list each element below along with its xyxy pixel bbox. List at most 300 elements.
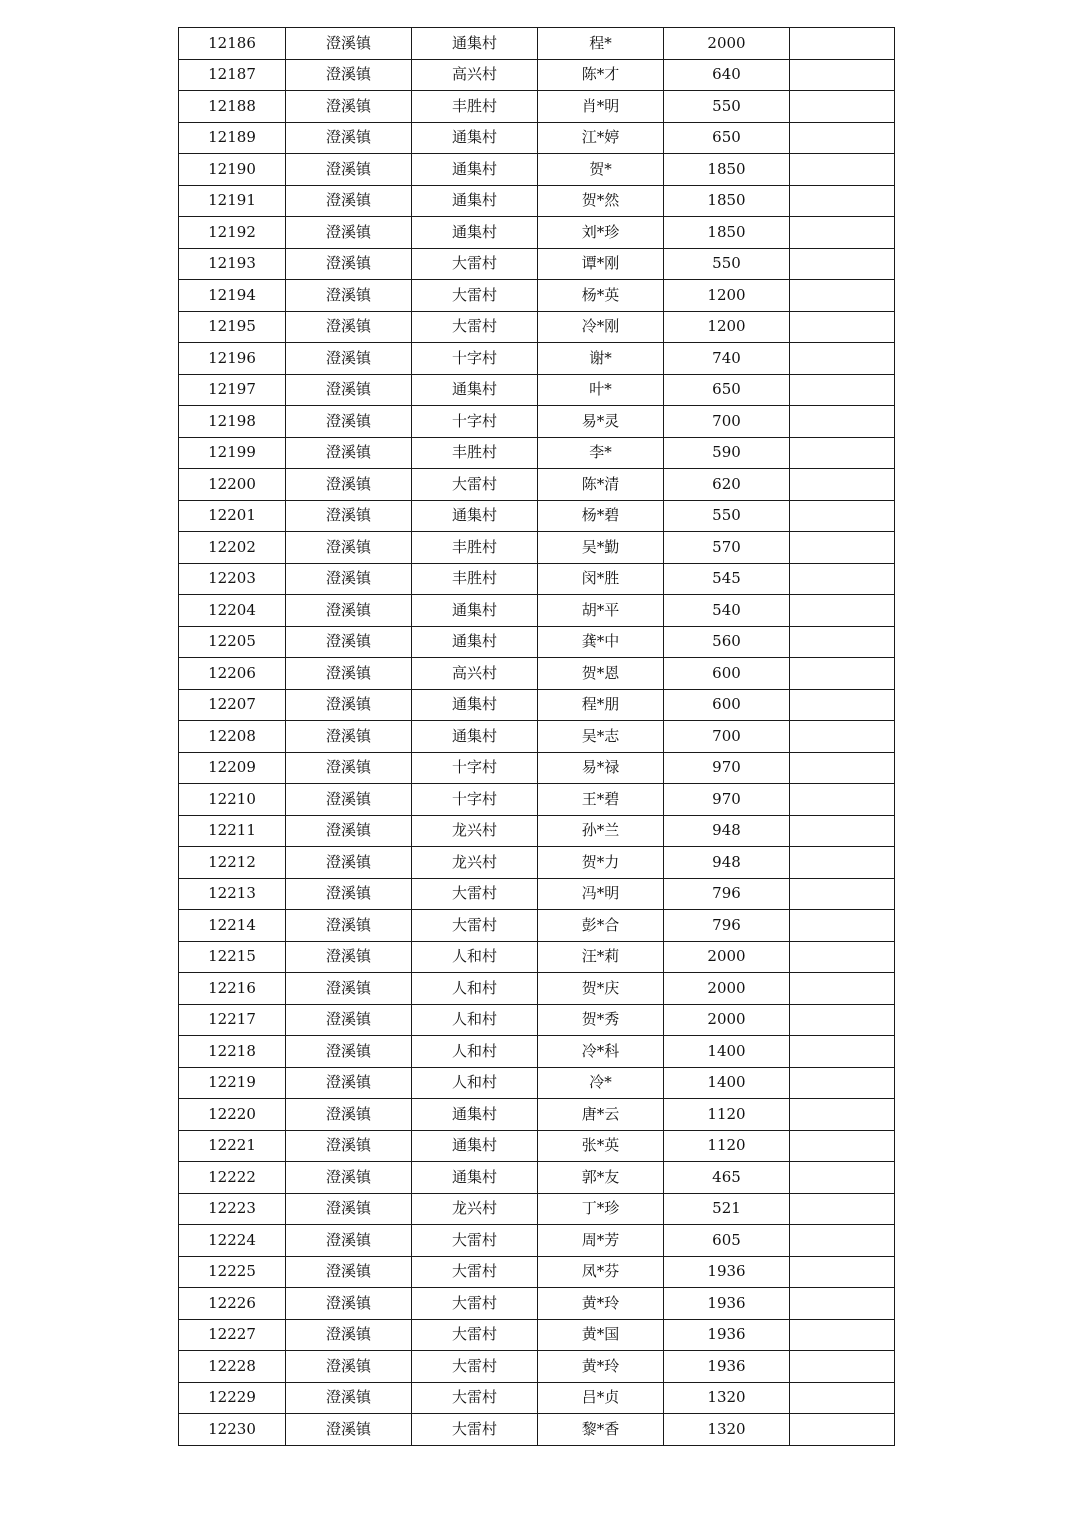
- serial-number-cell: 12202: [179, 532, 286, 564]
- amount-cell: 1936: [664, 1319, 790, 1351]
- village-cell: 大雷村: [412, 1414, 538, 1446]
- note-cell: [790, 1382, 895, 1414]
- name-cell: 程*朋: [538, 689, 664, 721]
- document-page: [178, 27, 894, 1446]
- note-cell: [790, 343, 895, 375]
- note-cell: [790, 185, 895, 217]
- name-cell: 谭*刚: [538, 248, 664, 280]
- note-cell: [790, 1351, 895, 1383]
- serial-number-cell: 12203: [179, 563, 286, 595]
- table-row: [179, 217, 895, 249]
- serial-number-cell: 12208: [179, 721, 286, 753]
- table-row: [179, 658, 895, 690]
- name-cell: 张*英: [538, 1130, 664, 1162]
- name-cell: 贺*庆: [538, 973, 664, 1005]
- village-cell: 十字村: [412, 752, 538, 784]
- village-cell: 人和村: [412, 1036, 538, 1068]
- beneficiary-table: [178, 27, 895, 1446]
- village-cell: 大雷村: [412, 1382, 538, 1414]
- table-row: [179, 941, 895, 973]
- name-cell: 冷*科: [538, 1036, 664, 1068]
- note-cell: [790, 1067, 895, 1099]
- serial-number-cell: 12192: [179, 217, 286, 249]
- village-cell: 大雷村: [412, 1319, 538, 1351]
- town-cell: 澄溪镇: [286, 847, 412, 879]
- name-cell: 龚*中: [538, 626, 664, 658]
- amount-cell: 1400: [664, 1036, 790, 1068]
- village-cell: 通集村: [412, 595, 538, 627]
- name-cell: 杨*英: [538, 280, 664, 312]
- village-cell: 通集村: [412, 626, 538, 658]
- table-row: [179, 437, 895, 469]
- town-cell: 澄溪镇: [286, 910, 412, 942]
- village-cell: 大雷村: [412, 910, 538, 942]
- town-cell: 澄溪镇: [286, 1036, 412, 1068]
- amount-cell: 650: [664, 374, 790, 406]
- name-cell: 贺*力: [538, 847, 664, 879]
- amount-cell: 650: [664, 122, 790, 154]
- name-cell: 杨*碧: [538, 500, 664, 532]
- village-cell: 龙兴村: [412, 815, 538, 847]
- serial-number-cell: 12216: [179, 973, 286, 1005]
- note-cell: [790, 815, 895, 847]
- serial-number-cell: 12212: [179, 847, 286, 879]
- amount-cell: 600: [664, 658, 790, 690]
- table-row: [179, 374, 895, 406]
- name-cell: 周*芳: [538, 1225, 664, 1257]
- amount-cell: 2000: [664, 1004, 790, 1036]
- amount-cell: 740: [664, 343, 790, 375]
- amount-cell: 1850: [664, 154, 790, 186]
- amount-cell: 970: [664, 752, 790, 784]
- name-cell: 叶*: [538, 374, 664, 406]
- name-cell: 郭*友: [538, 1162, 664, 1194]
- town-cell: 澄溪镇: [286, 752, 412, 784]
- serial-number-cell: 12205: [179, 626, 286, 658]
- serial-number-cell: 12187: [179, 59, 286, 91]
- note-cell: [790, 437, 895, 469]
- name-cell: 程*: [538, 28, 664, 60]
- town-cell: 澄溪镇: [286, 406, 412, 438]
- town-cell: 澄溪镇: [286, 1099, 412, 1131]
- note-cell: [790, 878, 895, 910]
- amount-cell: 700: [664, 721, 790, 753]
- town-cell: 澄溪镇: [286, 1162, 412, 1194]
- note-cell: [790, 122, 895, 154]
- table-row: [179, 1351, 895, 1383]
- town-cell: 澄溪镇: [286, 28, 412, 60]
- table-row: [179, 1414, 895, 1446]
- name-cell: 陈*才: [538, 59, 664, 91]
- note-cell: [790, 469, 895, 501]
- amount-cell: 1120: [664, 1130, 790, 1162]
- name-cell: 黄*玲: [538, 1351, 664, 1383]
- town-cell: 澄溪镇: [286, 878, 412, 910]
- town-cell: 澄溪镇: [286, 658, 412, 690]
- table-row: [179, 1382, 895, 1414]
- serial-number-cell: 12193: [179, 248, 286, 280]
- serial-number-cell: 12188: [179, 91, 286, 123]
- amount-cell: 550: [664, 91, 790, 123]
- serial-number-cell: 12206: [179, 658, 286, 690]
- amount-cell: 1200: [664, 311, 790, 343]
- serial-number-cell: 12190: [179, 154, 286, 186]
- town-cell: 澄溪镇: [286, 1351, 412, 1383]
- amount-cell: 2000: [664, 941, 790, 973]
- town-cell: 澄溪镇: [286, 1414, 412, 1446]
- village-cell: 大雷村: [412, 878, 538, 910]
- amount-cell: 970: [664, 784, 790, 816]
- town-cell: 澄溪镇: [286, 154, 412, 186]
- note-cell: [790, 595, 895, 627]
- serial-number-cell: 12225: [179, 1256, 286, 1288]
- table-row: [179, 59, 895, 91]
- table-row: [179, 1256, 895, 1288]
- table-row: [179, 154, 895, 186]
- village-cell: 通集村: [412, 721, 538, 753]
- name-cell: 李*: [538, 437, 664, 469]
- note-cell: [790, 154, 895, 186]
- village-cell: 通集村: [412, 1162, 538, 1194]
- name-cell: 陈*清: [538, 469, 664, 501]
- amount-cell: 1120: [664, 1099, 790, 1131]
- village-cell: 通集村: [412, 185, 538, 217]
- village-cell: 十字村: [412, 343, 538, 375]
- note-cell: [790, 752, 895, 784]
- serial-number-cell: 12230: [179, 1414, 286, 1446]
- town-cell: 澄溪镇: [286, 185, 412, 217]
- table-row: [179, 91, 895, 123]
- name-cell: 孙*兰: [538, 815, 664, 847]
- note-cell: [790, 973, 895, 1005]
- serial-number-cell: 12189: [179, 122, 286, 154]
- town-cell: 澄溪镇: [286, 311, 412, 343]
- village-cell: 十字村: [412, 784, 538, 816]
- town-cell: 澄溪镇: [286, 500, 412, 532]
- note-cell: [790, 910, 895, 942]
- village-cell: 大雷村: [412, 1351, 538, 1383]
- serial-number-cell: 12186: [179, 28, 286, 60]
- town-cell: 澄溪镇: [286, 1004, 412, 1036]
- serial-number-cell: 12213: [179, 878, 286, 910]
- serial-number-cell: 12224: [179, 1225, 286, 1257]
- town-cell: 澄溪镇: [286, 437, 412, 469]
- village-cell: 十字村: [412, 406, 538, 438]
- table-row: [179, 563, 895, 595]
- village-cell: 大雷村: [412, 311, 538, 343]
- table-row: [179, 185, 895, 217]
- amount-cell: 1200: [664, 280, 790, 312]
- name-cell: 江*婷: [538, 122, 664, 154]
- name-cell: 冷*刚: [538, 311, 664, 343]
- town-cell: 澄溪镇: [286, 1067, 412, 1099]
- town-cell: 澄溪镇: [286, 689, 412, 721]
- name-cell: 彭*合: [538, 910, 664, 942]
- note-cell: [790, 626, 895, 658]
- note-cell: [790, 280, 895, 312]
- amount-cell: 1936: [664, 1288, 790, 1320]
- name-cell: 黄*国: [538, 1319, 664, 1351]
- amount-cell: 700: [664, 406, 790, 438]
- village-cell: 高兴村: [412, 59, 538, 91]
- note-cell: [790, 563, 895, 595]
- table-row: [179, 847, 895, 879]
- town-cell: 澄溪镇: [286, 1256, 412, 1288]
- name-cell: 王*碧: [538, 784, 664, 816]
- amount-cell: 465: [664, 1162, 790, 1194]
- note-cell: [790, 689, 895, 721]
- serial-number-cell: 12228: [179, 1351, 286, 1383]
- name-cell: 胡*平: [538, 595, 664, 627]
- table-row: [179, 406, 895, 438]
- table-row: [179, 469, 895, 501]
- note-cell: [790, 532, 895, 564]
- name-cell: 汪*莉: [538, 941, 664, 973]
- table-row: [179, 500, 895, 532]
- note-cell: [790, 91, 895, 123]
- town-cell: 澄溪镇: [286, 626, 412, 658]
- note-cell: [790, 1319, 895, 1351]
- note-cell: [790, 1225, 895, 1257]
- town-cell: 澄溪镇: [286, 595, 412, 627]
- note-cell: [790, 59, 895, 91]
- serial-number-cell: 12214: [179, 910, 286, 942]
- amount-cell: 620: [664, 469, 790, 501]
- town-cell: 澄溪镇: [286, 91, 412, 123]
- note-cell: [790, 1004, 895, 1036]
- name-cell: 冷*: [538, 1067, 664, 1099]
- table-row: [179, 532, 895, 564]
- note-cell: [790, 1288, 895, 1320]
- table-row: [179, 343, 895, 375]
- village-cell: 人和村: [412, 1004, 538, 1036]
- amount-cell: 600: [664, 689, 790, 721]
- name-cell: 冯*明: [538, 878, 664, 910]
- serial-number-cell: 12215: [179, 941, 286, 973]
- serial-number-cell: 12207: [179, 689, 286, 721]
- town-cell: 澄溪镇: [286, 1382, 412, 1414]
- town-cell: 澄溪镇: [286, 1288, 412, 1320]
- amount-cell: 1850: [664, 217, 790, 249]
- amount-cell: 560: [664, 626, 790, 658]
- note-cell: [790, 1130, 895, 1162]
- name-cell: 易*灵: [538, 406, 664, 438]
- village-cell: 高兴村: [412, 658, 538, 690]
- town-cell: 澄溪镇: [286, 217, 412, 249]
- name-cell: 刘*珍: [538, 217, 664, 249]
- name-cell: 贺*秀: [538, 1004, 664, 1036]
- serial-number-cell: 12209: [179, 752, 286, 784]
- name-cell: 易*禄: [538, 752, 664, 784]
- serial-number-cell: 12198: [179, 406, 286, 438]
- amount-cell: 1850: [664, 185, 790, 217]
- village-cell: 丰胜村: [412, 437, 538, 469]
- name-cell: 丁*珍: [538, 1193, 664, 1225]
- name-cell: 闵*胜: [538, 563, 664, 595]
- village-cell: 大雷村: [412, 469, 538, 501]
- table-body: [179, 28, 895, 1446]
- serial-number-cell: 12196: [179, 343, 286, 375]
- village-cell: 通集村: [412, 154, 538, 186]
- amount-cell: 1320: [664, 1382, 790, 1414]
- table-row: [179, 595, 895, 627]
- village-cell: 龙兴村: [412, 1193, 538, 1225]
- amount-cell: 1936: [664, 1256, 790, 1288]
- serial-number-cell: 12221: [179, 1130, 286, 1162]
- table-row: [179, 311, 895, 343]
- note-cell: [790, 658, 895, 690]
- town-cell: 澄溪镇: [286, 248, 412, 280]
- town-cell: 澄溪镇: [286, 1130, 412, 1162]
- table-row: [179, 910, 895, 942]
- note-cell: [790, 721, 895, 753]
- table-row: [179, 1004, 895, 1036]
- village-cell: 通集村: [412, 122, 538, 154]
- table-row: [179, 1288, 895, 1320]
- name-cell: 贺*: [538, 154, 664, 186]
- serial-number-cell: 12226: [179, 1288, 286, 1320]
- table-row: [179, 28, 895, 60]
- village-cell: 人和村: [412, 973, 538, 1005]
- town-cell: 澄溪镇: [286, 59, 412, 91]
- amount-cell: 2000: [664, 28, 790, 60]
- village-cell: 龙兴村: [412, 847, 538, 879]
- village-cell: 通集村: [412, 1099, 538, 1131]
- note-cell: [790, 784, 895, 816]
- table-row: [179, 626, 895, 658]
- village-cell: 大雷村: [412, 248, 538, 280]
- note-cell: [790, 1036, 895, 1068]
- note-cell: [790, 28, 895, 60]
- village-cell: 通集村: [412, 374, 538, 406]
- note-cell: [790, 217, 895, 249]
- table-row: [179, 784, 895, 816]
- table-row: [179, 752, 895, 784]
- serial-number-cell: 12222: [179, 1162, 286, 1194]
- village-cell: 通集村: [412, 500, 538, 532]
- table-row: [179, 1193, 895, 1225]
- note-cell: [790, 1193, 895, 1225]
- town-cell: 澄溪镇: [286, 122, 412, 154]
- town-cell: 澄溪镇: [286, 973, 412, 1005]
- serial-number-cell: 12211: [179, 815, 286, 847]
- name-cell: 吕*贞: [538, 1382, 664, 1414]
- name-cell: 黎*香: [538, 1414, 664, 1446]
- serial-number-cell: 12220: [179, 1099, 286, 1131]
- name-cell: 肖*明: [538, 91, 664, 123]
- serial-number-cell: 12194: [179, 280, 286, 312]
- town-cell: 澄溪镇: [286, 563, 412, 595]
- town-cell: 澄溪镇: [286, 815, 412, 847]
- amount-cell: 550: [664, 500, 790, 532]
- note-cell: [790, 500, 895, 532]
- table-row: [179, 1225, 895, 1257]
- village-cell: 丰胜村: [412, 532, 538, 564]
- town-cell: 澄溪镇: [286, 1193, 412, 1225]
- serial-number-cell: 12197: [179, 374, 286, 406]
- serial-number-cell: 12210: [179, 784, 286, 816]
- serial-number-cell: 12218: [179, 1036, 286, 1068]
- village-cell: 通集村: [412, 28, 538, 60]
- amount-cell: 545: [664, 563, 790, 595]
- village-cell: 大雷村: [412, 280, 538, 312]
- town-cell: 澄溪镇: [286, 1225, 412, 1257]
- note-cell: [790, 1162, 895, 1194]
- note-cell: [790, 248, 895, 280]
- table-row: [179, 122, 895, 154]
- serial-number-cell: 12219: [179, 1067, 286, 1099]
- town-cell: 澄溪镇: [286, 721, 412, 753]
- town-cell: 澄溪镇: [286, 941, 412, 973]
- town-cell: 澄溪镇: [286, 784, 412, 816]
- village-cell: 人和村: [412, 1067, 538, 1099]
- town-cell: 澄溪镇: [286, 469, 412, 501]
- table-row: [179, 1319, 895, 1351]
- name-cell: 唐*云: [538, 1099, 664, 1131]
- serial-number-cell: 12223: [179, 1193, 286, 1225]
- name-cell: 谢*: [538, 343, 664, 375]
- amount-cell: 570: [664, 532, 790, 564]
- amount-cell: 605: [664, 1225, 790, 1257]
- note-cell: [790, 311, 895, 343]
- note-cell: [790, 941, 895, 973]
- name-cell: 吴*志: [538, 721, 664, 753]
- table-row: [179, 689, 895, 721]
- amount-cell: 550: [664, 248, 790, 280]
- name-cell: 贺*然: [538, 185, 664, 217]
- village-cell: 大雷村: [412, 1256, 538, 1288]
- village-cell: 通集村: [412, 1130, 538, 1162]
- village-cell: 丰胜村: [412, 91, 538, 123]
- amount-cell: 1320: [664, 1414, 790, 1446]
- amount-cell: 521: [664, 1193, 790, 1225]
- amount-cell: 948: [664, 815, 790, 847]
- name-cell: 黄*玲: [538, 1288, 664, 1320]
- serial-number-cell: 12199: [179, 437, 286, 469]
- note-cell: [790, 847, 895, 879]
- name-cell: 贺*恩: [538, 658, 664, 690]
- amount-cell: 1400: [664, 1067, 790, 1099]
- table-row: [179, 248, 895, 280]
- amount-cell: 590: [664, 437, 790, 469]
- table-row: [179, 1036, 895, 1068]
- serial-number-cell: 12201: [179, 500, 286, 532]
- table-row: [179, 1099, 895, 1131]
- serial-number-cell: 12227: [179, 1319, 286, 1351]
- town-cell: 澄溪镇: [286, 343, 412, 375]
- name-cell: 凤*芬: [538, 1256, 664, 1288]
- town-cell: 澄溪镇: [286, 280, 412, 312]
- note-cell: [790, 1414, 895, 1446]
- serial-number-cell: 12204: [179, 595, 286, 627]
- village-cell: 大雷村: [412, 1225, 538, 1257]
- village-cell: 丰胜村: [412, 563, 538, 595]
- amount-cell: 1936: [664, 1351, 790, 1383]
- table-row: [179, 973, 895, 1005]
- note-cell: [790, 374, 895, 406]
- serial-number-cell: 12195: [179, 311, 286, 343]
- town-cell: 澄溪镇: [286, 374, 412, 406]
- table-row: [179, 1162, 895, 1194]
- serial-number-cell: 12191: [179, 185, 286, 217]
- table-row: [179, 815, 895, 847]
- amount-cell: 540: [664, 595, 790, 627]
- serial-number-cell: 12217: [179, 1004, 286, 1036]
- village-cell: 通集村: [412, 217, 538, 249]
- table-row: [179, 1130, 895, 1162]
- village-cell: 人和村: [412, 941, 538, 973]
- amount-cell: 2000: [664, 973, 790, 1005]
